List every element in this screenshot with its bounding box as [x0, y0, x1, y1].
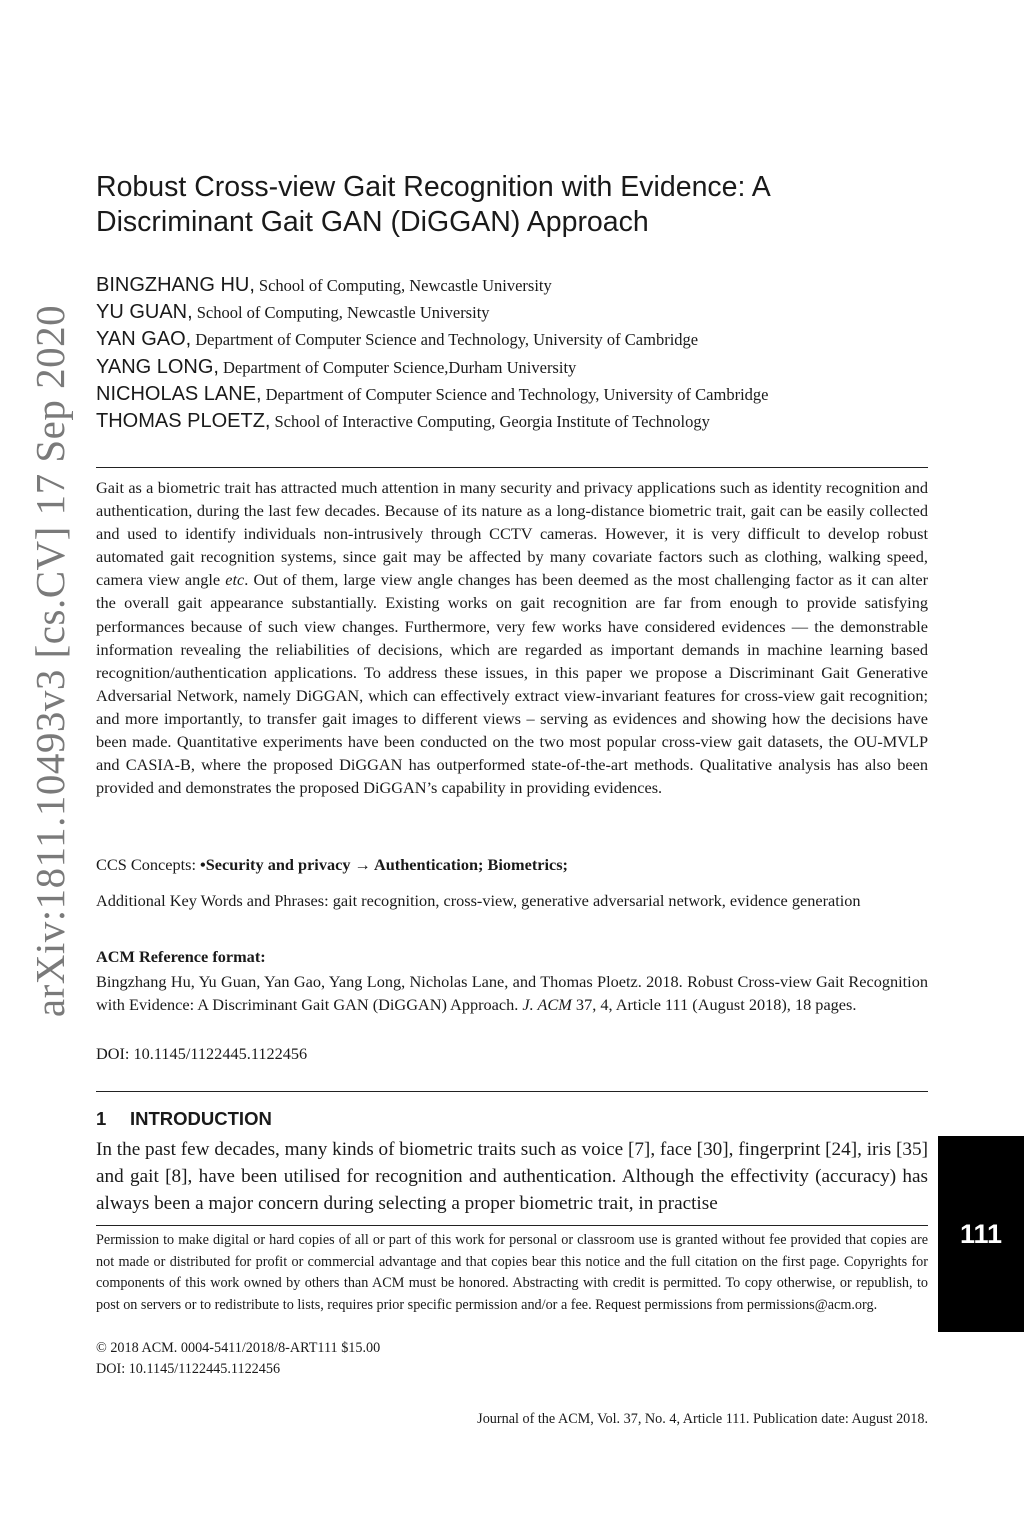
acm-reference-citation: Bingzhang Hu, Yu Guan, Yan Gao, Yang Long, Nicholas Lane, and Thomas Ploetz. 2018. Robust Cross-view Gait Recognition with Evidence: A Discriminant Gait GAN (DiGGAN) Approach. [96, 972, 928, 1014]
section-top-rule [96, 1091, 928, 1092]
ccs-concepts [96, 853, 928, 876]
author-name: YAN GAO, [96, 328, 192, 351]
author-entry [96, 354, 946, 381]
permission-notice: Permission to make digital or hard copies of all or part of this work for personal or classroom use is granted without fee provided that copies are not made or distributed for profit or commercial advantage and that copies bear this notice and the full citation on the first page. Copyrights for components of this work owned by others than ACM must be honored. Abstracting with credit is permitted. To copy otherwise, or republish, to post on servers or to redistribute to lists, requires prior specific permission and/or a fee. Request permissions from permissions@acm.org. [96, 1232, 928, 1314]
section-number: 1 [96, 1108, 107, 1129]
author-affiliation: Department of Computer Science,Durham University [223, 357, 577, 377]
author-name: THOMAS PLOETZ, [96, 409, 271, 432]
author-affiliation: Department of Computer Science and Technology, University of Cambridge [195, 330, 699, 350]
introduction-text: In the past few decades, many kinds of biometric traits such as voice [7], face [30], fingerprint [24], iris [35] and gait [8], have been utilised for recognition and authentication. Although the effectivity (accuracy) has always been a major concern during selecting a proper biometric trait, in practise [96, 1139, 928, 1214]
acm-reference-heading: ACM Reference format: [96, 947, 266, 966]
section-title: INTRODUCTION [130, 1108, 272, 1129]
arxiv-identifier: arXiv:1811.10493v3 [cs.CV] 17 Sep 2020 [27, 304, 73, 1018]
ccs-concepts-list: •Security and privacy → Authentication; Biometrics; [200, 855, 568, 874]
footnote-doi: DOI: 10.1145/1122445.1122456 [96, 1361, 281, 1377]
section-heading [96, 1108, 272, 1130]
running-footer: Journal of the ACM, Vol. 37, No. 4, Article 111. Publication date: August 2018. [477, 1411, 928, 1427]
footnote-rule [96, 1225, 928, 1226]
copyright-line: © 2018 ACM. 0004-5411/2018/8-ART111 $15.00 [96, 1340, 381, 1356]
acm-reference-volume: 37, 4, Article 111 (August 2018), 18 pages. [571, 995, 857, 1014]
abstract-top-rule [96, 467, 928, 468]
acm-reference-text [96, 970, 928, 1016]
author-entry [96, 326, 946, 353]
author-name: NICHOLAS LANE, [96, 382, 262, 405]
author-affiliation: School of Computing, Newcastle University [196, 303, 490, 323]
author-affiliation: Department of Computer Science and Technology, University of Cambridge [265, 384, 769, 404]
author-list [96, 272, 946, 435]
author-entry [96, 381, 946, 408]
article-number-tab: 111 [938, 1136, 1024, 1332]
author-entry [96, 408, 946, 435]
author-name: BINGZHANG HU, [96, 274, 255, 296]
ccs-label: CCS Concepts: [96, 855, 201, 874]
author-affiliation: School of Computing, Newcastle University [258, 276, 552, 295]
paper-title [96, 170, 916, 240]
acm-reference-journal: J. ACM [522, 995, 572, 1014]
author-affiliation: School of Interactive Computing, Georgia Institute of Technology [274, 411, 710, 431]
author-name: YANG LONG, [96, 355, 219, 378]
abstract-etc: etc [225, 570, 245, 590]
author-entry [96, 299, 946, 326]
abstract-text-part-1: Gait as a biometric trait has attracted much attention in many security and privacy applications such as identity recognition and authentication, during the last few decades. Because of its nature as a long-distance biometric trait, gait can be easily collected and used to identify individuals non-intrusively through CCTV cameras. However, it is very difficult to develop robust automated gait recognition systems, since gait may be affected by many covariate factors such as clothing, walking speed, camera view angle [96, 478, 928, 590]
author-name: YU GUAN, [96, 301, 193, 324]
abstract-text-part-2: . Out of them, large view angle changes has been deemed as the most challenging factor as it can alter the overall gait appearance substantially. Existing works on gait recognition are far from enough to provide satisfying performances because of such view changes. Furthermore, very few works have considered evidences — the demonstrable information revealing the reliabilities of decisions, which are regarded as important demands in machine learning based recognition/authentication applications. To address these issues, in this paper we propose a Discriminant Gait Generative Adversarial Network, namely DiGGAN, which can effectively extract view-invariant features for cross-view gait recognition; and more importantly, to transfer gait images to different views – serving as evidences and showing how the decisions have been made. Quantitative experiments have been conducted on the two most popular cross-view gait datasets, the OU-MVLP and CASIA-B, where the proposed DiGGAN has outperformed state-of-the-art methods. Qualitative analysis has also been provided and demonstrates the proposed DiGGAN’s capability in providing evidences. [96, 570, 928, 798]
author-entry [96, 272, 946, 299]
keywords: Additional Key Words and Phrases: gait recognition, cross-view, generative adversarial network, evidence generation [96, 891, 861, 910]
title-line-1: Robust Cross-view Gait Recognition with Evidence: A [96, 171, 771, 203]
abstract [96, 476, 928, 799]
acm-reference-doi: DOI: 10.1145/1122445.1122456 [96, 1044, 308, 1063]
title-line-2: Discriminant Gait GAN (DiGGAN) Approach [96, 206, 649, 238]
